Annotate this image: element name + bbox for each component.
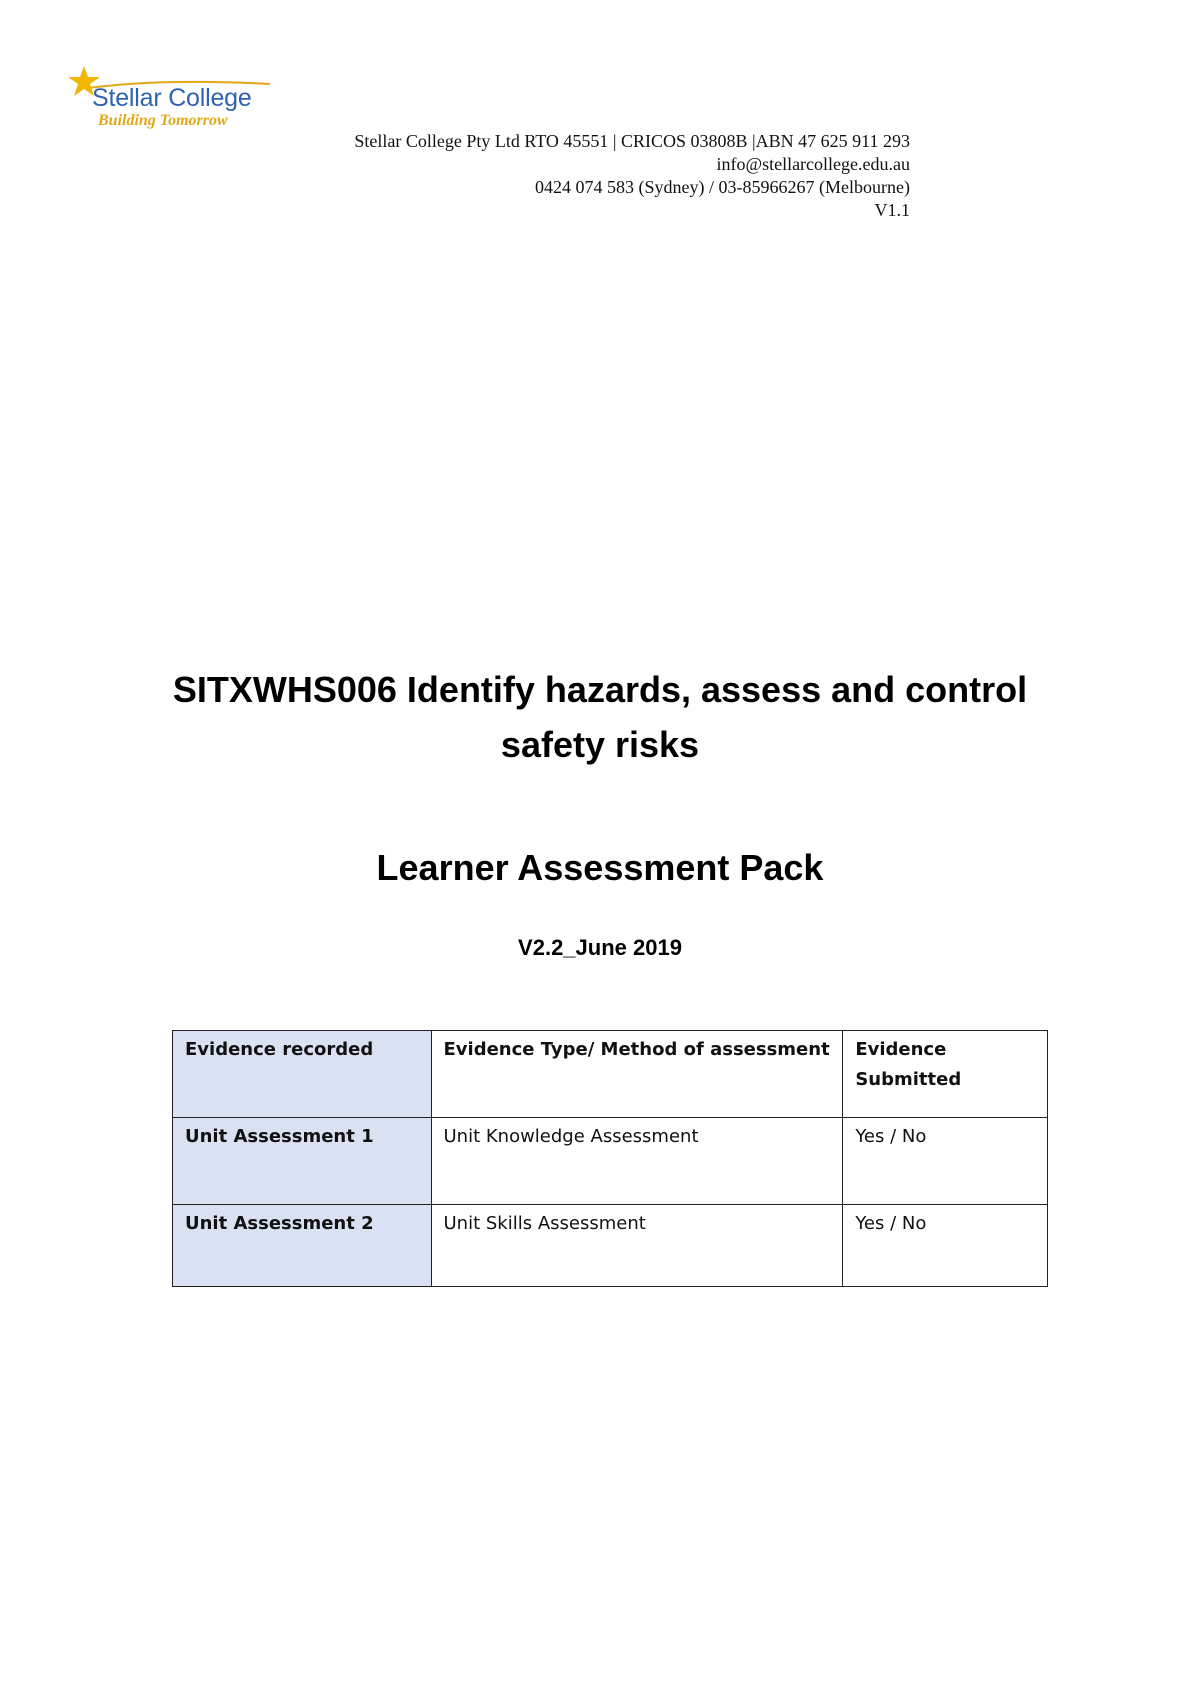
logo-brand-name: Stellar College — [92, 84, 252, 112]
table-cell: Unit Assessment 2 — [173, 1205, 432, 1287]
table-header-row — [173, 1031, 1048, 1118]
table-cell: Unit Knowledge Assessment — [431, 1118, 843, 1205]
table-header-cell: Evidence Submitted — [843, 1031, 1048, 1118]
table-row — [173, 1118, 1048, 1205]
header-info — [354, 130, 910, 222]
college-logo — [66, 64, 276, 134]
table-cell: Yes / No — [843, 1205, 1048, 1287]
page-subtitle: Learner Assessment Pack — [376, 847, 824, 888]
header-email: info@stellarcollege.edu.au — [716, 154, 910, 174]
table-cell: Yes / No — [843, 1118, 1048, 1205]
header-version: V1.1 — [874, 200, 910, 220]
title-line-2: safety risks — [500, 724, 700, 765]
table-cell: Unit Assessment 1 — [173, 1118, 432, 1205]
evidence-table — [172, 1030, 1048, 1287]
header-phone: 0424 074 583 (Sydney) / 03-85966267 (Melbourne) — [535, 177, 910, 197]
title-line-1: SITXWHS006 Identify hazards, assess and control — [172, 669, 1028, 710]
document-version: V2.2_June 2019 — [518, 935, 682, 960]
logo-tagline: Building Tomorrow — [98, 112, 228, 129]
table-row — [173, 1205, 1048, 1287]
header-company-line: Stellar College Pty Ltd RTO 45551 | CRICOS 03808B |ABN 47 625 911 293 — [354, 131, 910, 151]
table-header-cell: Evidence Type/ Method of assessment — [431, 1031, 843, 1118]
page-title — [100, 662, 1100, 772]
table-cell: Unit Skills Assessment — [431, 1205, 843, 1287]
table-header-cell: Evidence recorded — [173, 1031, 432, 1118]
